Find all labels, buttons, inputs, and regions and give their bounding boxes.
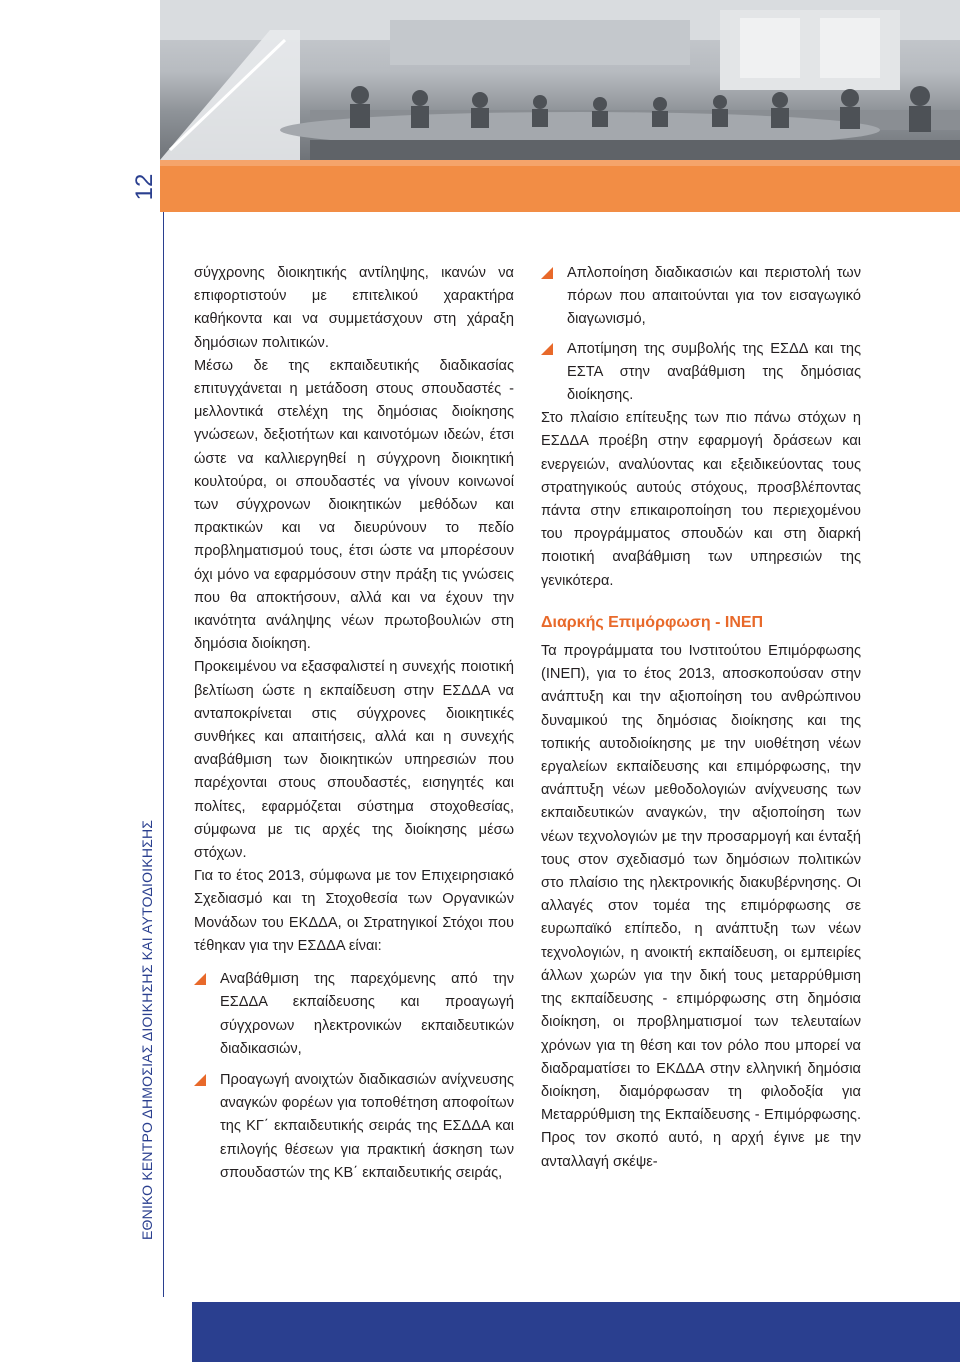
meeting-room-photo [160, 0, 960, 160]
right-column [541, 262, 861, 1174]
publisher-vertical-label: ΕΘΝΙΚΟ ΚΕΝΤΡΟ ΔΗΜΟΣΙΑΣ ΔΙΟΙΚΗΣΗΣ ΚΑΙ ΑΥΤΟΔΙΟΙΚΗΣΗΣ [139, 819, 155, 1240]
right-paragraph-1: Στο πλαίσιο επίτευξης των πιο πάνω στόχων η ΕΣΔΔΑ προέβη στην εφαρμογή δράσεων και ενεργειών, αναλύοντας και εξειδικεύοντας τους στρατηγικούς αυτούς στόχους, προσβλέποντας πάντα στην επικαιροποίηση του περιεχομένου του προγράμματος σπουδών και στη διαρκή ποιοτική αναβάθμιση των υπηρεσιών της γενικότερα. [541, 410, 861, 589]
bullet-triangle-icon [194, 1074, 206, 1086]
list-item [194, 968, 514, 1061]
margin-rule [163, 212, 164, 1297]
left-paragraph-4: Για το έτος 2013, σύμφωνα με τον Επιχειρησιακό Σχεδιασμό και τη Στοχοθεσία των Οργανικών Μονάδων του ΕΚΔΔΑ, οι Στρατηγικοί Στόχοι που τέθηκαν για την ΕΣΔΔΑ είναι: [194, 868, 514, 954]
list-item-text: Προαγωγή ανοιχτών διαδικασιών ανίχνευσης αναγκών φορέων για τοποθέτηση αποφοίτων της ΚΓ΄ εκπαιδευτικής σειράς της ΕΣΔΔΑ και επιλογής θέσεων για πρακτική άσκηση των σπουδαστών της ΚΒ΄ εκπαιδευτικής σειράς, [220, 1071, 514, 1181]
section-heading: Διαρκής Επιμόρφωση - ΙΝΕΠ [541, 613, 764, 631]
list-item [541, 262, 861, 332]
list-item-text: Απλοποίηση διαδικασιών και περιστολή των πόρων που απαιτούνται για τον εισαγωγικό διαγωνισμό, [567, 265, 861, 328]
header-accent-stripe [160, 160, 960, 166]
footer-bar [192, 1302, 960, 1362]
list-item-text: Αποτίμηση της συμβολής της ΕΣΔΔ και της ΕΣΤΑ στην αναβάθμιση της δημόσιας διοίκησης. [567, 340, 861, 404]
left-paragraph-2: Μέσω δε της εκπαιδευτικής διαδικασίας επιτυγχάνεται η μετάδοση στους σπουδαστές - μελλοντικά στελέχη της δημόσιας διοίκησης γνώσεων, δεξιοτήτων και καινοτόμων ιδεών, έτσι ώστε να καλλιεργηθεί η σύγχρονη διοικητική κουλτούρα, οι σπουδαστές να γίνουν κοινωνοί των σύγχρονων διοικητικών μεθόδων και πρακτικών και να διευρύνουν το πεδίο προβληματισμού τους, έτσι ώστε να μπορέσουν όχι μόνο να εφαρμόσουν στην πράξη τις γνώσεις που θα αποκτήσουν, αλλά και να έχουν την ικανότητα ανάληψης νέων πρωτοβουλιών στη δημόσια διοίκηση. [194, 357, 514, 653]
bullet-triangle-icon [541, 267, 553, 279]
left-paragraph-3: Προκειμένου να εξασφαλιστεί η συνεχής ποιοτική βελτίωση ώστε η εκπαίδευση στην ΕΣΔΔΑ να ανταποκρίνεται στις σύγχρονες διοικητικές συνθήκες και απαιτήσεις, αλλά και η συνεχής αναβάθμιση των διοικητικών υπηρεσιών που παρέχονται στους σπουδαστές, εισηγητές και πολίτες, εφαρμόζεται σύστημα στοχοθεσίας, σύμφωνα με τις αρχές της διοίκησης μέσω στόχων. [194, 659, 514, 862]
left-paragraph-1: σύγχρονης διοικητικής αντίληψης, ικανών να επιφορτιστούν με επιτελικού χαρακτήρα καθήκοντα και να συμμετάσχουν στη χάραξη δημόσιων πολιτικών. [194, 265, 514, 351]
header-photo [160, 0, 960, 160]
bullet-triangle-icon [541, 343, 553, 355]
header-accent-band [160, 160, 960, 212]
list-item-text: Αναβάθμιση της παρεχόμενης από την ΕΣΔΔΑ εκπαίδευσης και προαγωγή σύγχρονων ηλεκτρονικών εκπαιδευτικών διαδικασιών, [220, 971, 514, 1057]
bullet-triangle-icon [194, 973, 206, 985]
page-number: 12 [131, 173, 158, 201]
left-column [194, 262, 514, 1185]
right-paragraph-2: Τα προγράμματα του Ινστιτούτου Επιμόρφωσης (ΙΝΕΠ), για το έτος 2013, αποσκοπούσαν στην ανάπτυξη και την αξιοποίηση του ανθρώπινου δυναμικού της δημόσιας διοίκησης και της τοπικής αυτοδιοίκησης με την υιοθέτηση νέων εργαλείων εκπαίδευσης και επιμόρφωσης, την ανάπτυξη νέων μεθοδολογιών ανίχνευσης των εκπαιδευτικών αναγκών, την αξιοποίηση των νέων τεχνολογιών με την προσαρμογή και ένταξή τους στον σχεδιασμό των δημόσιων πολιτικών στο πλαίσιο της ηλεκτρονικής διακυβέρνησης. Οι αλλαγές στον τομέα της επιμόρφωσης σε ευρωπαϊκό επίπεδο, η ανάπτυξη των νέων τεχνολογιών, η ανοικτή εκπαίδευση, οι εμπειρίες άλλων χωρών για την δική τους μεταρρύθμιση της εκπαίδευσης - επιμόρφωσης στη δημόσια διοίκηση, οι προβληματισμοί των τελευταίων χρόνων για τη θέση και τον ρόλο που μπορεί να διαδραματίσει το ΕΚΔΔΑ στην ελληνική δημόσια διοίκηση, διαμόρφωσαν τη φιλοδοξία για Μεταρρύθμιση της Εκπαίδευσης - Επιμόρφωσης. Προς τον σκοπό αυτό, η αρχή έγινε με την ανταλλαγή σκέψε- [541, 643, 861, 1170]
list-item [194, 1069, 514, 1185]
list-item [541, 338, 861, 408]
